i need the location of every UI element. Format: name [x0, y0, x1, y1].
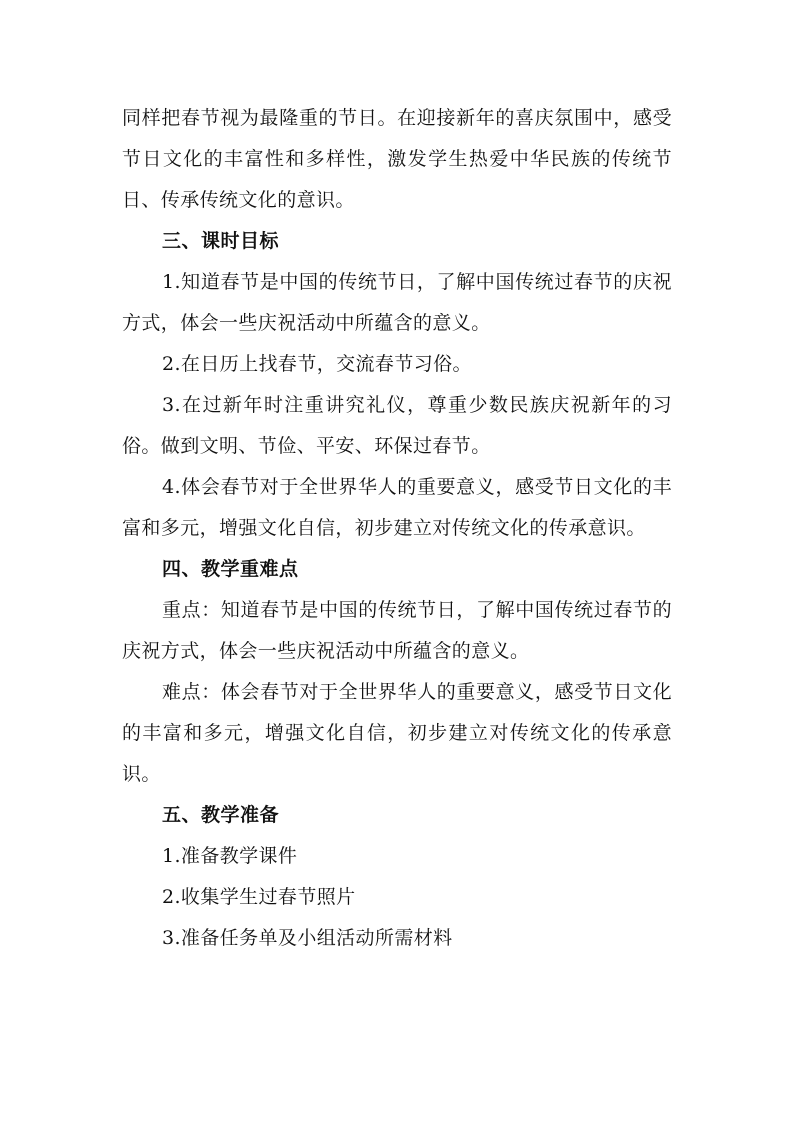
- goal-3: 3.在过新年时注重讲究礼仪，尊重少数民族庆祝新年的习俗。做到文明、节俭、平安、环保过春节。: [122, 394, 672, 457]
- prep-item-2: 2.收集学生过春节照片: [162, 886, 356, 908]
- section-3-heading: 三、课时目标: [162, 230, 280, 252]
- goal-1: 1.知道春节是中国的传统节日，了解中国传统过春节的庆祝方式，体会一些庆祝活动中所蕴含的意义。: [122, 271, 672, 334]
- goal-2: 2.在日历上找春节，交流春节习俗。: [162, 353, 472, 375]
- prep-item-1: 1.准备教学课件: [162, 845, 298, 867]
- section-4-heading: 四、教学重难点: [162, 558, 299, 580]
- difficult-point: 难点：体会春节对于全世界华人的重要意义，感受节日文化的丰富和多元，增强文化自信，初步建立对传统文化的传承意识。: [122, 681, 672, 785]
- section-5-heading: 五、教学准备: [162, 804, 280, 826]
- intro-paragraph: 同样把春节视为最隆重的节日。在迎接新年的喜庆氛围中，感受节日文化的丰富性和多样性，激发学生热爱中华民族的传统节日、传承传统文化的意识。: [122, 107, 672, 211]
- goal-4: 4.体会春节对于全世界华人的重要意义，感受节日文化的丰富和多元，增强文化自信，初步建立对传统文化的传承意识。: [122, 476, 672, 539]
- prep-item-3: 3.准备任务单及小组活动所需材料: [162, 927, 453, 949]
- document-body: [122, 98, 672, 959]
- key-point: 重点：知道春节是中国的传统节日，了解中国传统过春节的庆祝方式，体会一些庆祝活动中所蕴含的意义。: [122, 599, 672, 662]
